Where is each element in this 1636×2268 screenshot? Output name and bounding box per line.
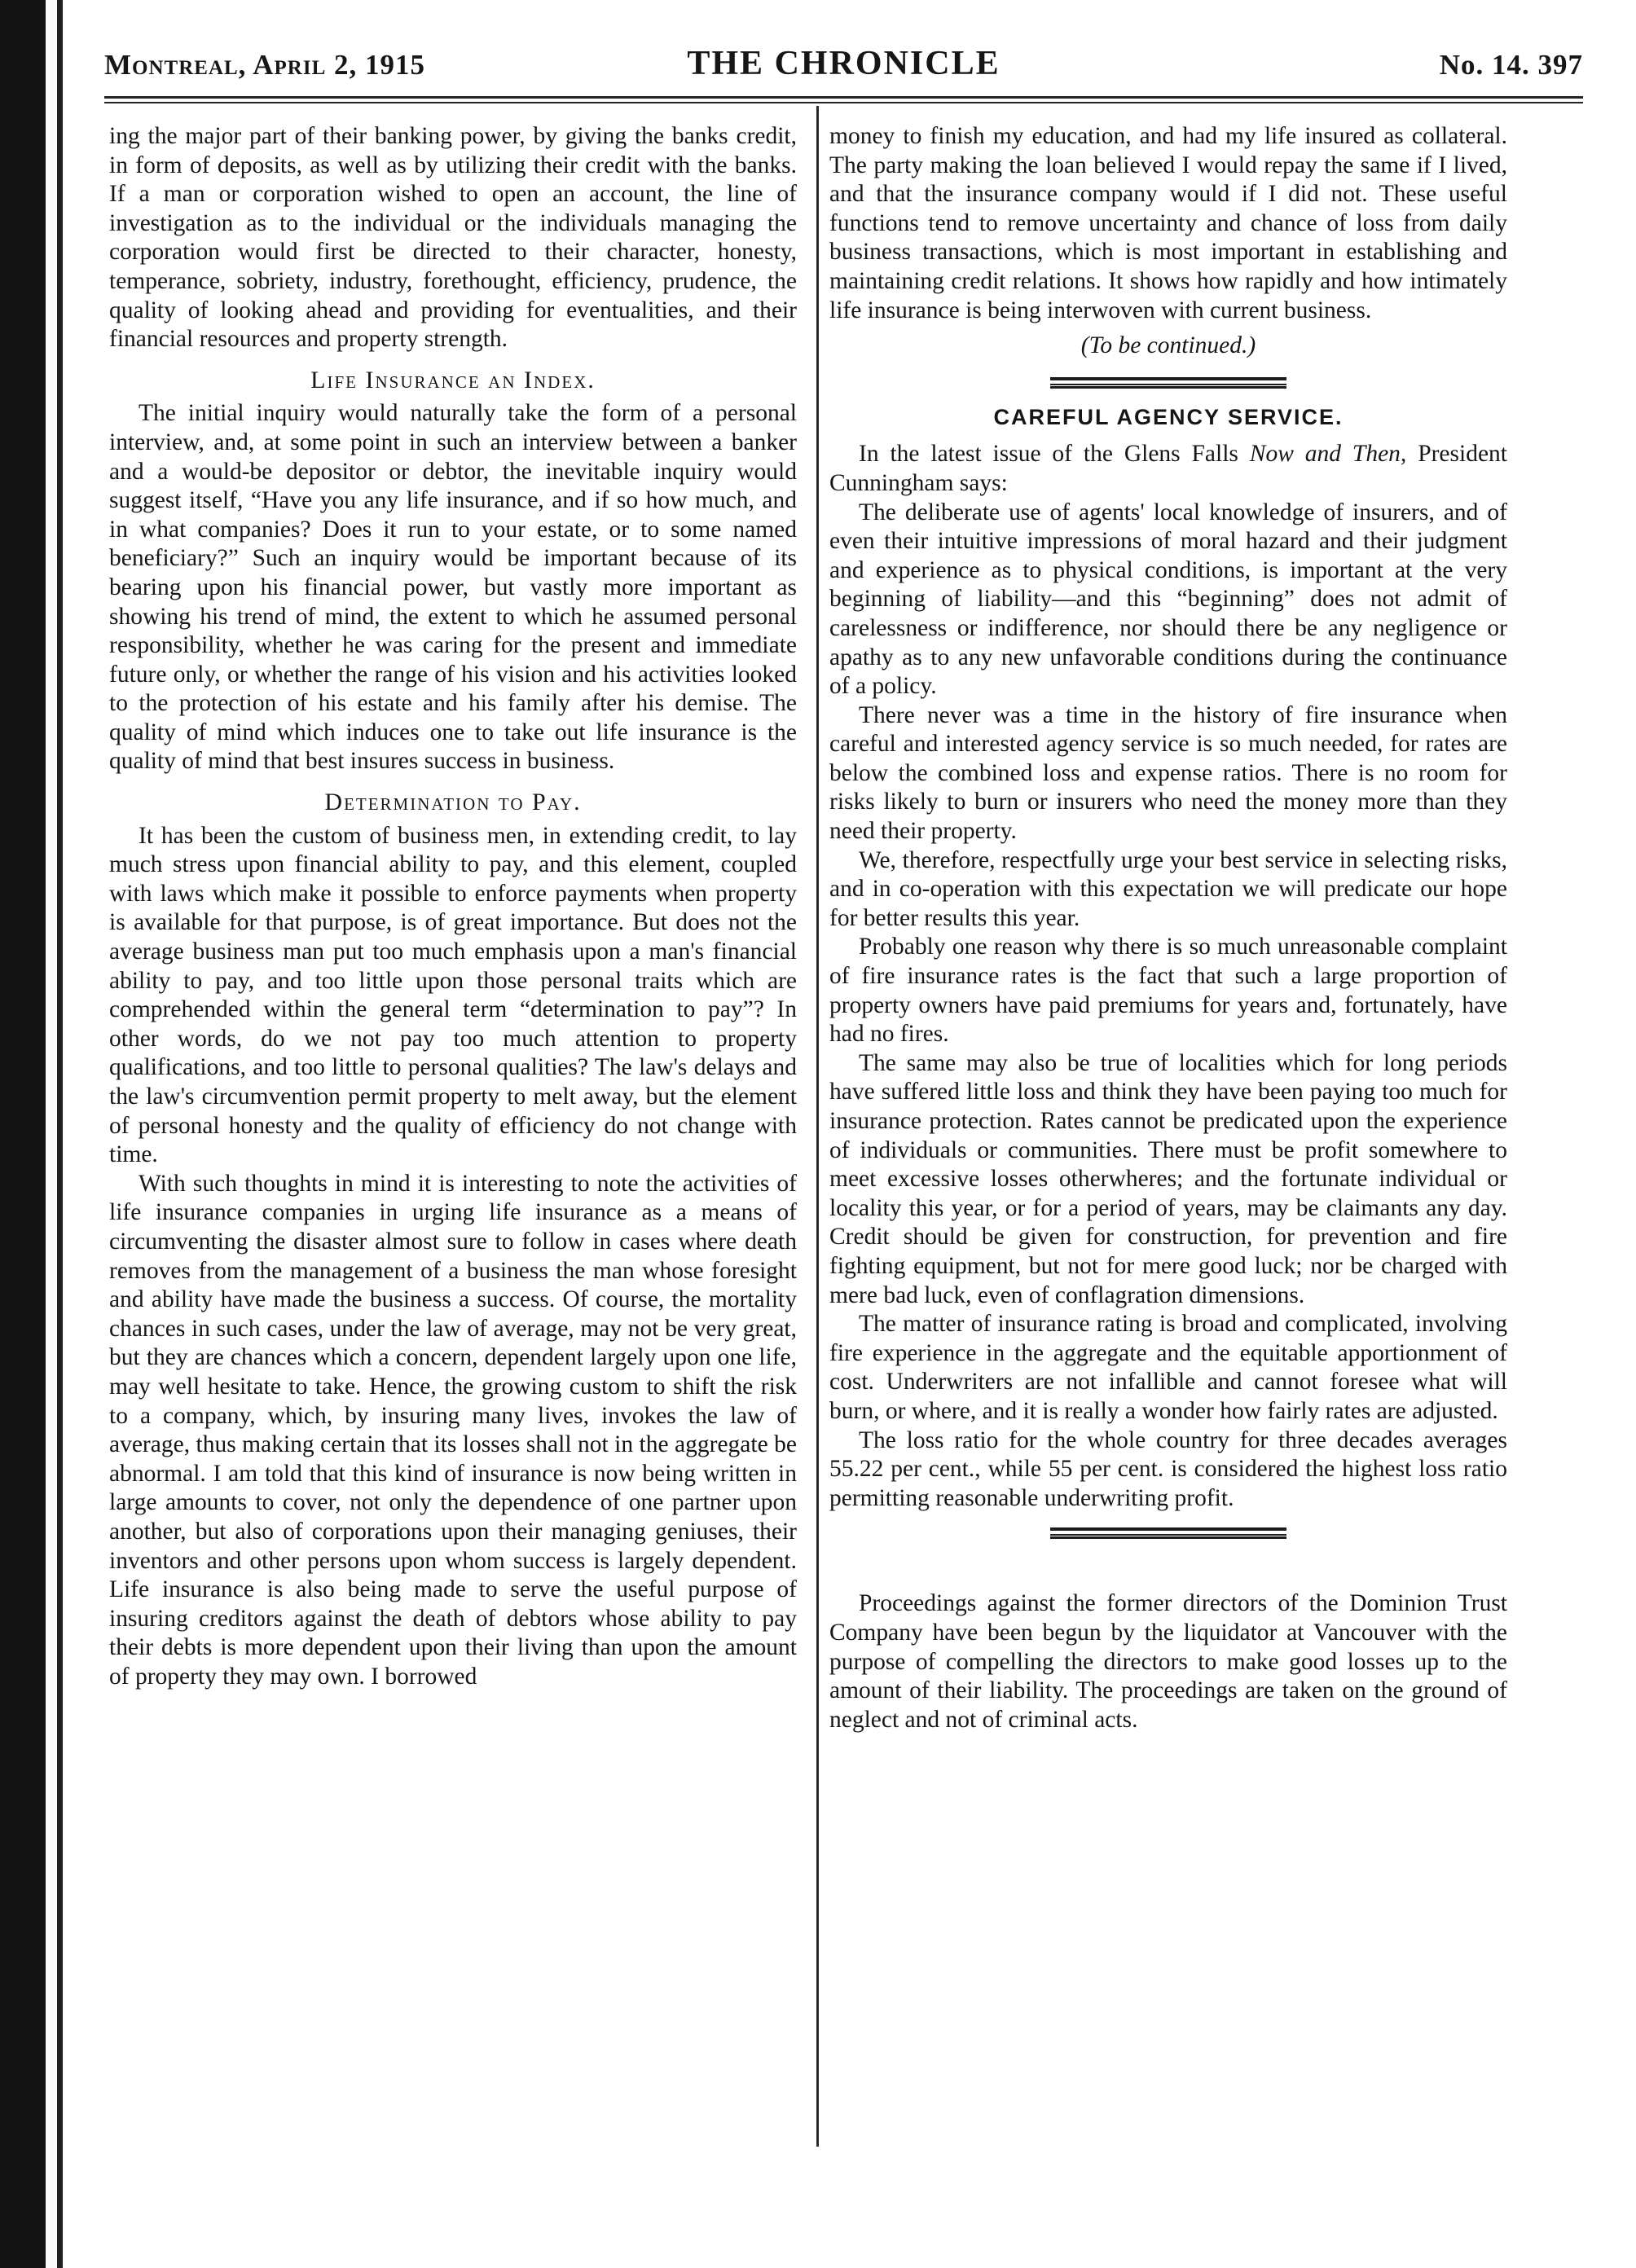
article-title: CAREFUL AGENCY SERVICE.	[993, 404, 1344, 429]
paragraph: With such thoughts in mind it is interesting to note the activities of life insurance companies in urging life insurance as a means of circumventing the disaster almost sure to follow in cases where death removes from the management of a business the man whose foresight and ability have made the business a success. Of course, the mortality chances in such cases, under the law of average, may not be very great, but they are chances which a concern, dependent largely upon one life, may well hesitate to take. Hence, the growing custom to shift the risk to a company, which, by insuring many lives, invokes the law of average, thus making certain that its losses shall not in the aggregate be abnormal. I am told that this kind of insurance is now being written in large amounts to cover, not only the dependence of one partner upon another, but also of corporations upon their managing geniuses, their inventors and other persons upon whom success is largely dependent. Life insurance is also being made to serve the useful purpose of insuring creditors against the death of debtors whose ability to pay their debts is more dependent upon their living than upon the amount of property they may own. I borrowed	[109, 1170, 797, 1690]
left-column	[109, 122, 797, 1691]
section-divider	[1050, 1527, 1286, 1539]
section-heading: Determination to Pay.	[324, 789, 582, 816]
publication-name: Now and Then,	[1249, 441, 1407, 468]
intro-text: President Cunningham says:	[829, 441, 1507, 496]
paragraph: ing the major part of their banking power, by giving the banks credit, in form of deposits, as well as by utilizing their credit with the banks. If a man or corporation wished to open an account, the line of investigation as to the individual or the individuals managing the corporation would first be directed to their character, honesty, temperance, sobriety, industry, forethought, efficiency, prudence, the quality of looking ahead and providing for eventualities, and their financial resources and property strength.	[109, 123, 797, 353]
header-issue-page: No. 14. 397	[1439, 49, 1583, 81]
column-rule	[816, 106, 819, 2147]
intro-text: In the latest issue of the Glens Falls	[859, 441, 1250, 468]
page-edge-gap	[46, 0, 57, 2268]
intro-paragraph	[829, 440, 1507, 498]
section-divider	[1050, 377, 1286, 389]
paragraph: The loss ratio for the whole country for three decades averages 55.22 per cent., while 55 per cent. is considered the highest loss ratio permitting reasonable underwriting profit.	[829, 1426, 1507, 1511]
paragraph: The deliberate use of agents' local knowledge of insurers, and of even their intuitive impressions of moral hazard and their judgment and experience as to physical conditions, is important at the very beginning of liability—and this “beginning” does not admit of carelessness or indifference, nor should there be any negligence or apathy as to any new unfavorable conditions during the continuance of a policy.	[829, 499, 1507, 700]
paragraph: The matter of insurance rating is broad and complicated, involving fire experience in the aggregate and the equitable apportionment of cost. Underwriters are not infallible and cannot foresee what will burn, or where, and it is really a wonder how fairly rates are adjusted.	[829, 1311, 1507, 1424]
paragraph: The same may also be true of localities which for long periods have suffered little loss and think they have been paying too much for insurance protection. Rates cannot be predicated upon the experience of individuals or communities. There must be profit somewhere to meet excessive losses otherwheres; and the fortunate individual or locality this year, or for a period of years, may be claimants any day. Credit should be given for construction, for prevention and fire fighting equipment, but not for mere good luck; nor be charged with mere bad luck, even of conflagration dimensions.	[829, 1049, 1507, 1308]
paragraph: money to finish my education, and had my life insured as collateral. The party making the loan believed I would repay the same if I lived, and that the insurance company would if I did not. These useful functions tend to remove uncertainty and chance of loss from daily business transactions, which is most important in establishing and maintaining credit relations. It shows how rapidly and how intimately life insurance is being interwoven with current business.	[829, 123, 1507, 323]
page-edge-bar	[0, 0, 46, 2268]
page-edge-rule	[57, 0, 63, 2268]
header-date: Montreal, April 2, 1915	[104, 49, 425, 81]
continued-note: (To be continued.)	[1080, 332, 1256, 359]
running-header	[104, 42, 1583, 93]
header-title: THE CHRONICLE	[687, 45, 1001, 82]
header-rule	[104, 96, 1583, 103]
right-column	[829, 122, 1507, 1734]
spacer	[829, 1554, 1507, 1589]
paragraph: We, therefore, respectfully urge your best service in selecting risks, and in co-operation with this expectation we will predicate our hope for better results this year.	[829, 846, 1507, 931]
section-heading: Life Insurance an Index.	[310, 366, 596, 393]
paragraph: Proceedings against the former directors of the Dominion Trust Company have been begun by the liquidator at Vancouver with the purpose of compelling the directors to make good losses up to the amount of their liability. The proceedings are taken on the ground of neglect and not of criminal acts.	[829, 1590, 1507, 1733]
paragraph: It has been the custom of business men, in extending credit, to lay much stress upon financial ability to pay, and this element, coupled with laws which make it possible to enforce payments when property is available for that purpose, is of great importance. But does not the average business man put too much emphasis upon a man's financial ability to pay, and too little upon those personal traits which are comprehended within the general term “determination to pay”? In other words, do we not pay too much attention to property qualifications, and too little to personal qualities? The law's delays and the law's circumvention permit property to melt away, but the element of personal honesty and the quality of efficiency do not change with time.	[109, 822, 797, 1168]
paragraph: Probably one reason why there is so much unreasonable complaint of fire insurance rates is the fact that such a large proportion of property owners have paid premiums for years and, fortunately, have had no fires.	[829, 934, 1507, 1048]
paragraph: There never was a time in the history of fire insurance when careful and interested agency service is so much needed, for rates are below the combined loss and expense ratios. There is no room for risks likely to burn or insurers who need the money more than they need their property.	[829, 701, 1507, 845]
paragraph: The initial inquiry would naturally take the form of a personal interview, and, at some point in such an interview between a banker and a would-be depositor or debtor, the inevitable inquiry would suggest itself, “Have you any life insurance, and if so how much, and in what companies? Does it run to your estate, or to some named beneficiary?” Such an inquiry would be important because of its bearing upon his financial power, but vastly more important as showing his trend of mind, the extent to which he assumed personal responsibility, whether he was caring for the present and immediate future only, or whether the range of his vision and his activities looked to the protection of his estate and his family after his demise. The quality of mind which induces one to take out life insurance is the quality of mind that best insures success in business.	[109, 400, 797, 775]
